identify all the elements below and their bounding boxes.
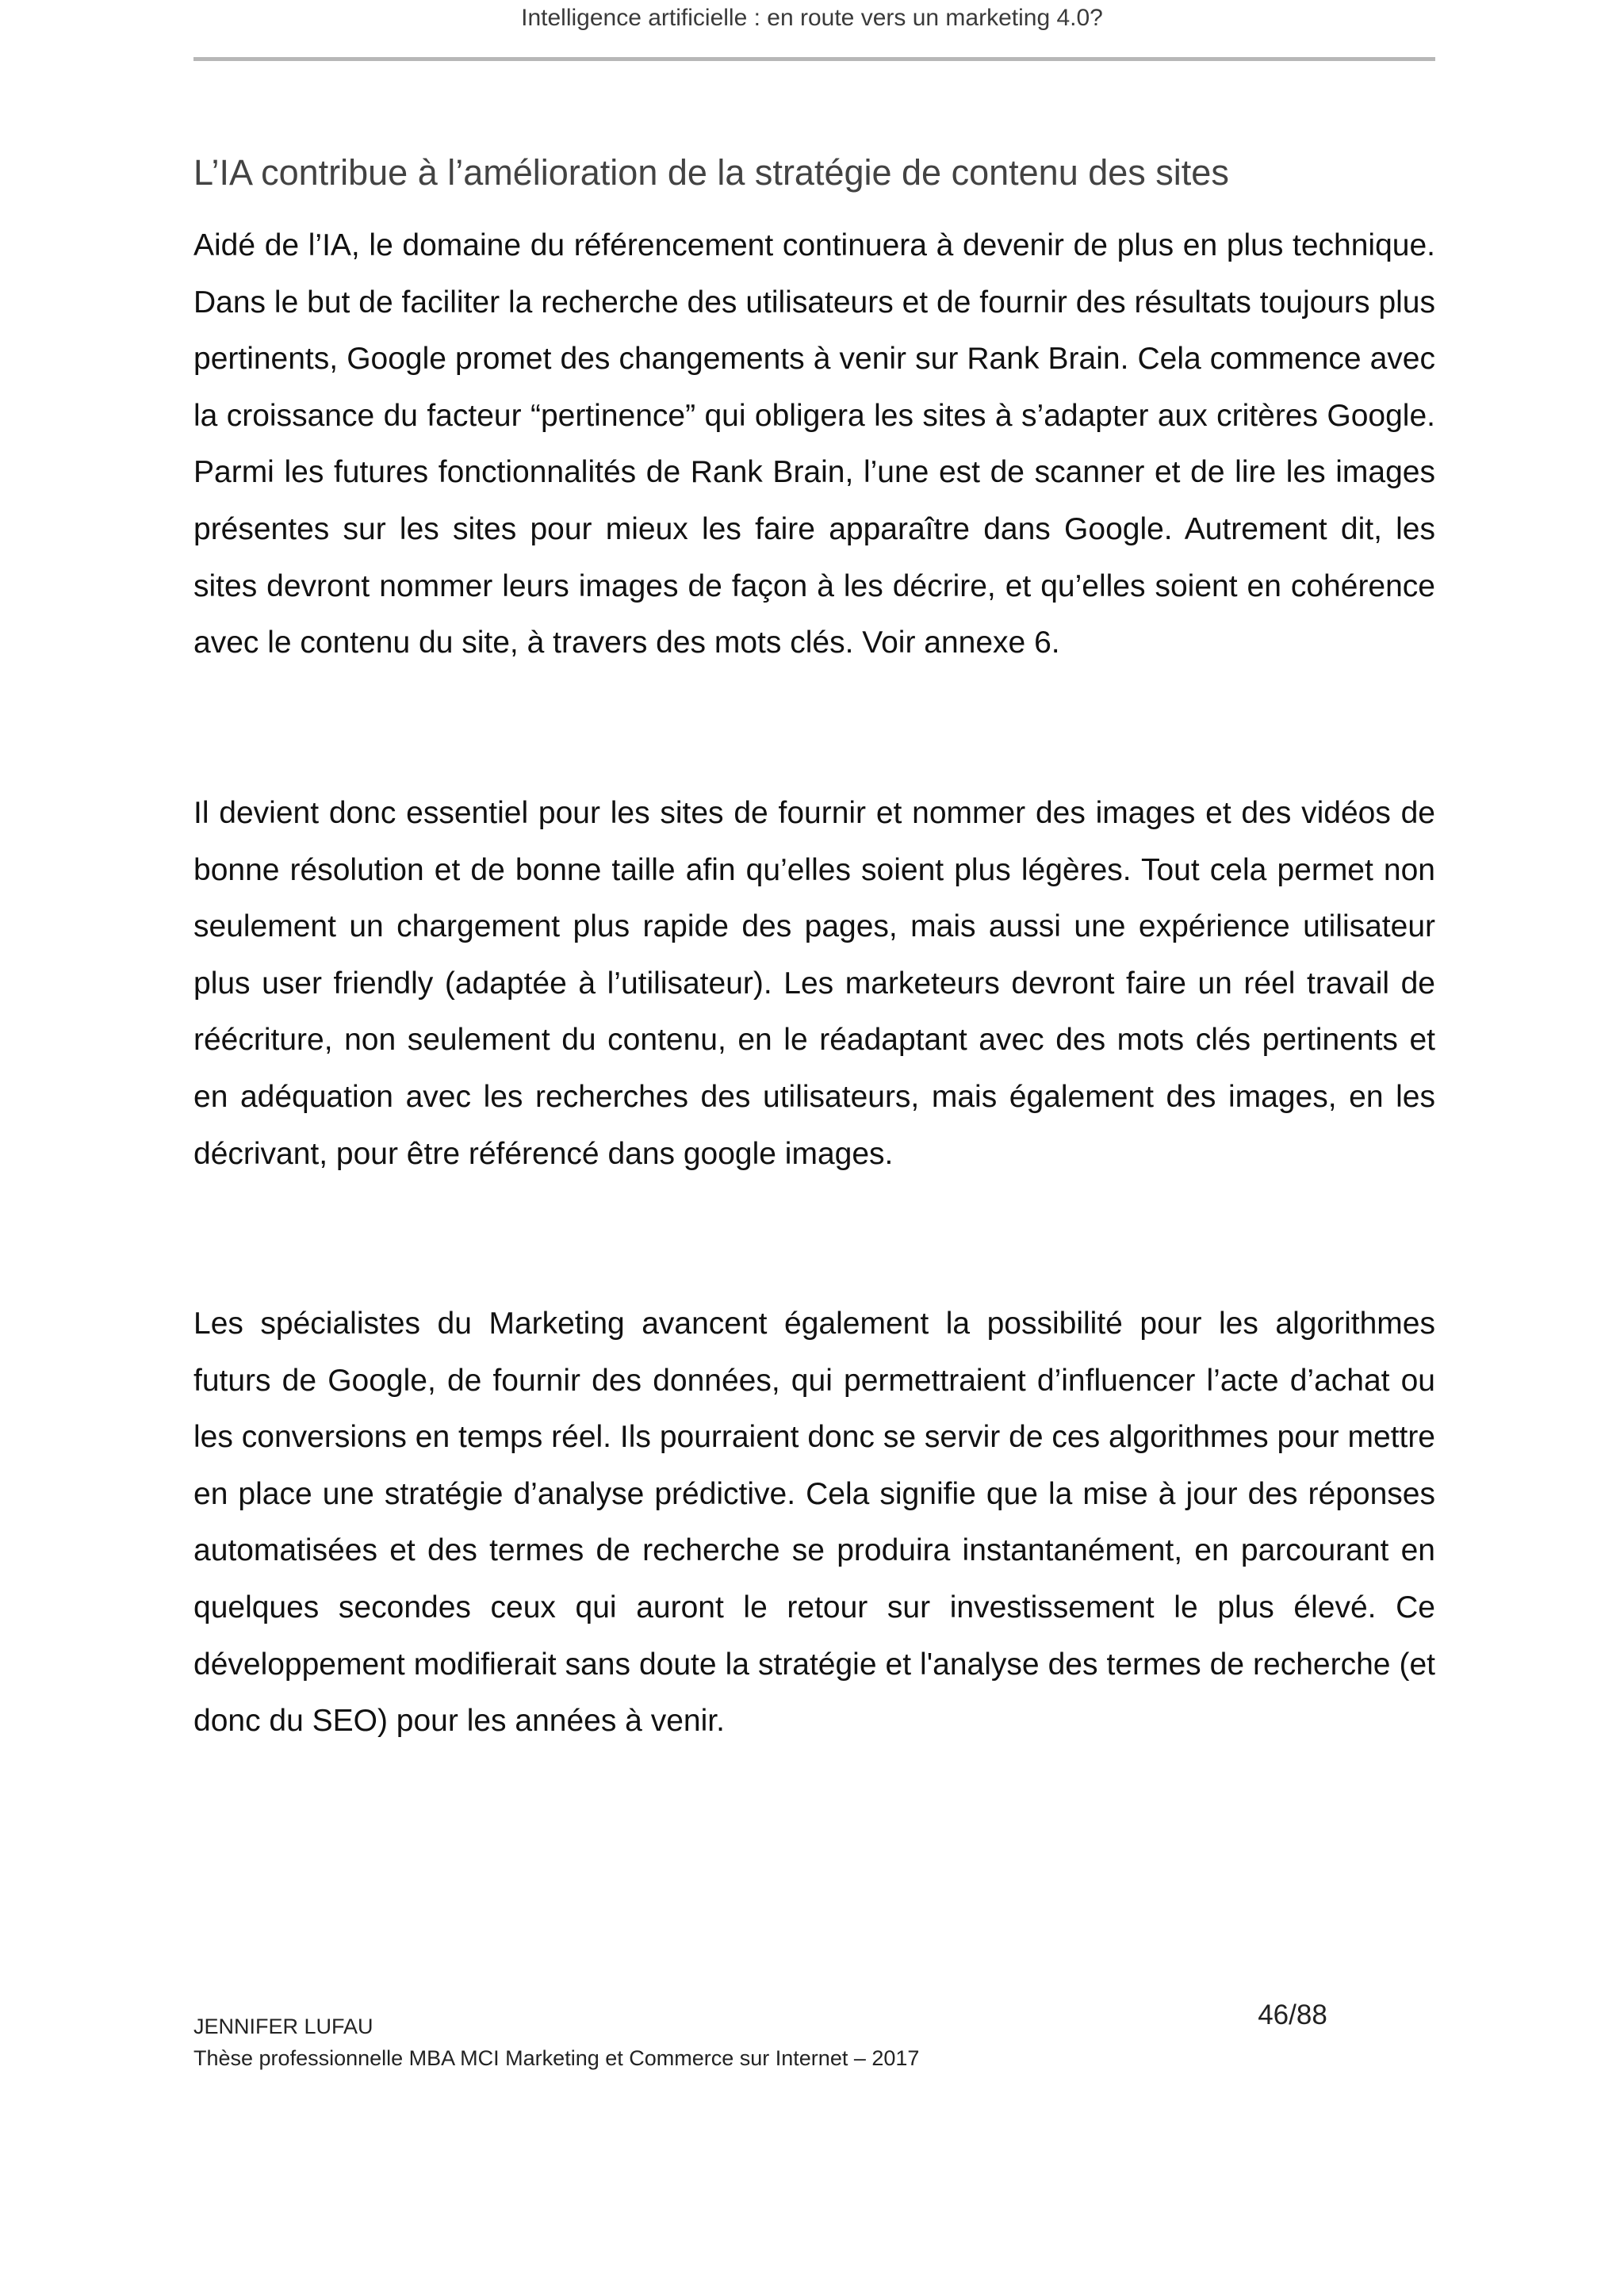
body-paragraph-3: Les spécialistes du Marketing avancent également la possibilité pour les algorithmes futurs de Google, de fournir des données, qui permettraient d’influencer l’acte d’achat ou les conversions en temps réel. Ils pourraient donc se servir de ces algorithmes pour mettre en place une stratégie d’analyse prédictive. Cela signifie que la mise à jour des réponses automatisées et des termes de recherche se produira instantanément, en parcourant en quelques secondes ceux qui auront le retour sur investissement le plus élevé. Ce développement modifierait sans doute la stratégie et l'analyse des termes de recherche (et donc du SEO) pour les années à venir.: [193, 1307, 1435, 1739]
header-divider: [193, 57, 1435, 61]
page-number: 46/88: [1258, 1999, 1327, 2030]
body-paragraph-2: Il devient donc essentiel pour les sites de fournir et nommer des images et des vidéos de bonne résolution et de bonne taille afin qu’elles soient plus légères. Tout cela permet non seulement un chargement plus rapide des pages, mais aussi une expérience utilisateur plus user friendly (adaptée à l’utilisateur). Les marketeurs devront faire un réel travail de réécriture, non seulement du contenu, en le réadaptant avec des mots clés pertinents et en adéquation avec les recherches des utilisateurs, mais également des images, en les décrivant, pour être référencé dans google images.: [193, 796, 1435, 1171]
footer-author: JENNIFER LUFAU: [193, 2015, 373, 2038]
body-paragraph-1: Aidé de l’IA, le domaine du référencement continuera à devenir de plus en plus technique. Dans le but de faciliter la recherche des utilisateurs et de fournir des résultats toujours plus pertinents, Google promet des changements à venir sur Rank Brain. Cela commence avec la croissance du facteur “pertinence” qui obligera les sites à s’adapter aux critères Google. Parmi les futures fonctionnalités de Rank Brain, l’une est de scanner et de lire les images présentes sur les sites pour mieux les faire apparaître dans Google. Autrement dit, les sites devront nommer leurs images de façon à les décrire, et qu’elles soient en cohérence avec le contenu du site, à travers des mots clés. Voir annexe 6.: [193, 228, 1435, 660]
footer-thesis-line: Thèse professionnelle MBA MCI Marketing et Commerce sur Internet – 2017: [193, 2046, 920, 2070]
section-title: L’IA contribue à l’amélioration de la stratégie de contenu des sites: [193, 152, 1229, 193]
running-header: Intelligence artificielle : en route vers un marketing 4.0?: [521, 5, 1103, 31]
